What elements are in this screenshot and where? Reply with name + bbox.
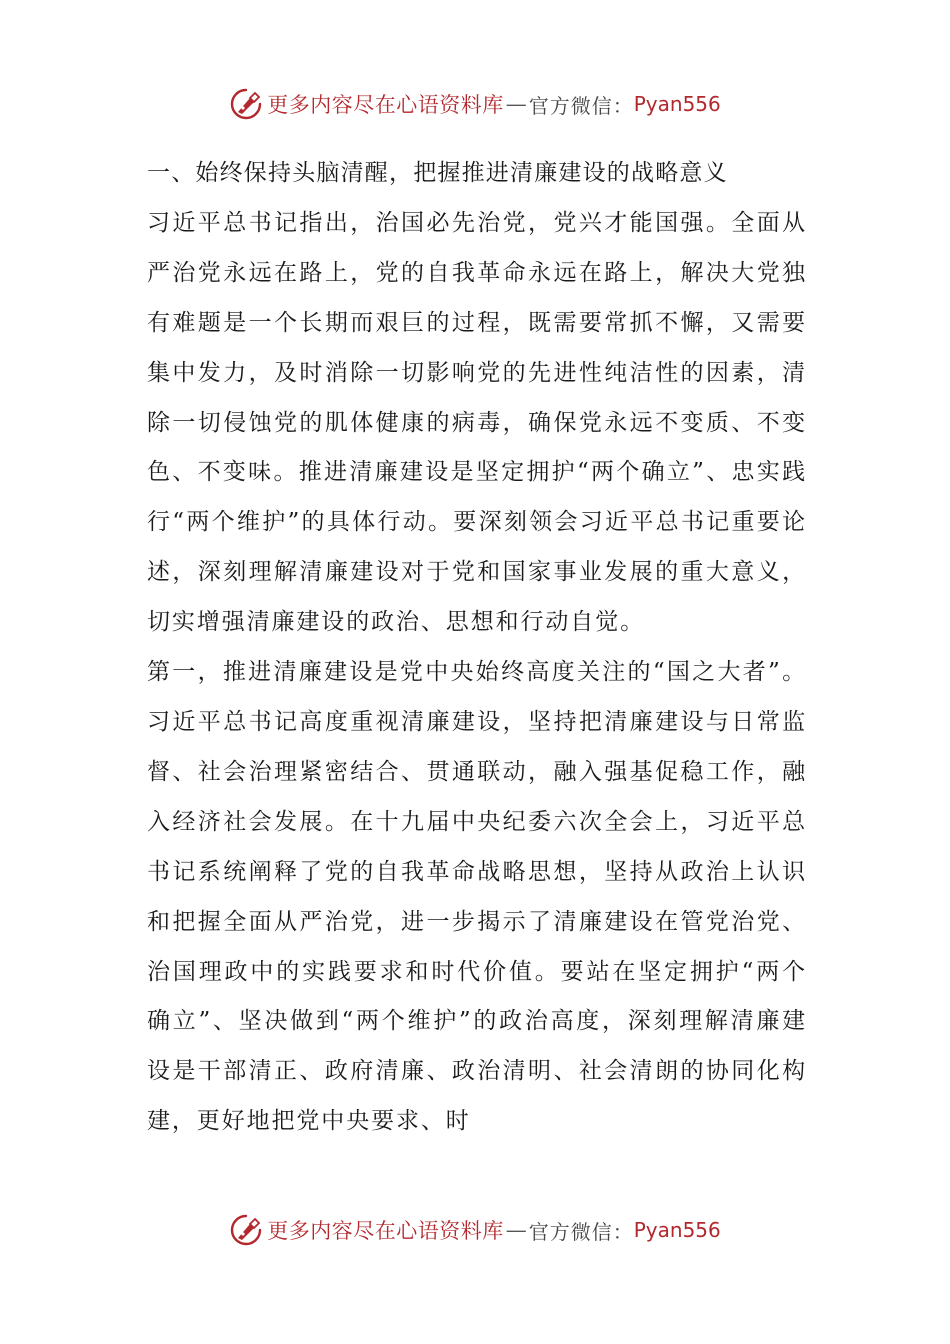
pen-nib-circle-icon	[229, 1213, 263, 1247]
wechat-handle: Pyan556	[633, 1218, 721, 1242]
paragraph-2: 第一，推进清廉建设是党中央始终高度关注的“国之大者”。习近平总书记高度重视清廉建设，坚持把清廉建设与日常监督、社会治理紧密结合、贯通联动，融入强基促稳工作，融入经济社会发展。在十九届中央纪委六次全会上，习近平总书记系统阐释了党的自我革命战略思想，坚持从政治上认识和把握全面从严治党，进一步揭示了清廉建设在管党治党、治国理政中的实践要求和时代价值。要站在坚定拥护“两个确立”、坚决做到“两个维护”的政治高度，深刻理解清廉建设是干部清正、政府清廉、政治清明、社会清朗的协同化构建，更好地把党中央要求、时	[147, 659, 807, 1135]
wechat-handle: Pyan556	[633, 92, 721, 116]
document-body	[147, 149, 807, 1147]
official-label: 官方微信：	[528, 1219, 634, 1244]
footer-watermark-banner	[0, 1210, 950, 1250]
official-label: 官方微信：	[528, 93, 634, 118]
promo-separator: —	[505, 92, 527, 116]
paragraph-1: 习近平总书记指出，治国必先治党，党兴才能国强。全面从严治党永远在路上，党的自我革命永远在路上，解决大党独有难题是一个长期而艰巨的过程，既需要常抓不懈，又需要集中发力，及时消除一切影响党的先进性纯洁性的因素，清除一切侵蚀党的肌体健康的病毒，确保党永远不变质、不变色、不变味。推进清廉建设是坚定拥护“两个确立”、忠实践行“两个维护”的具体行动。要深刻领会习近平总书记重要论述，深刻理解清廉建设对于党和国家事业发展的重大意义，切实增强清廉建设的政治、思想和行动自觉。	[147, 209, 807, 636]
promo-text: 更多内容尽在心语资料库	[267, 1219, 504, 1243]
section-heading: 一、始终保持头脑清醒，把握推进清廉建设的战略意义	[147, 160, 728, 186]
header-watermark-banner	[0, 84, 950, 124]
pen-nib-circle-icon	[229, 87, 263, 121]
promo-separator: —	[505, 1218, 527, 1242]
promo-text: 更多内容尽在心语资料库	[267, 93, 504, 117]
